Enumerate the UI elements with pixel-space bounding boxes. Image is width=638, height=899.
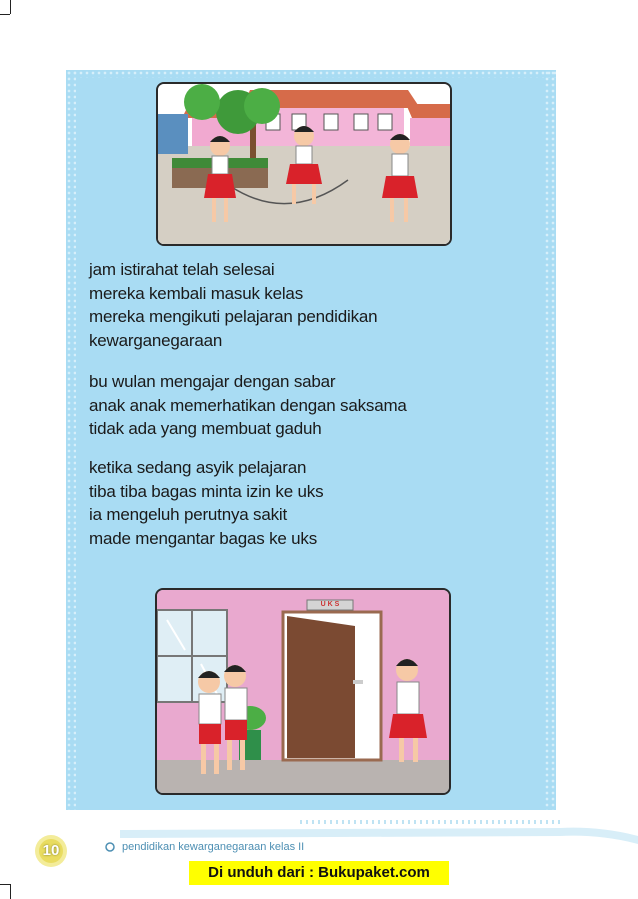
- tree-crown: [184, 84, 220, 120]
- uks-sign-text: U K S: [320, 601, 340, 608]
- tree-crown: [244, 88, 280, 124]
- child-shorts: [199, 724, 221, 744]
- story-line: bu wulan mengajar dengan sabar: [89, 372, 336, 391]
- child-leg: [312, 184, 316, 204]
- child-leg: [224, 198, 228, 222]
- crop-mark-tl-h: [0, 14, 10, 15]
- child-leg: [201, 744, 206, 774]
- child-leg: [214, 744, 219, 774]
- page-number: 10: [42, 842, 60, 859]
- child-shorts: [225, 720, 247, 740]
- child-leg: [227, 740, 232, 770]
- child-skirt: [389, 714, 427, 738]
- child-leg: [292, 184, 296, 204]
- story-line: made mengantar bagas ke uks: [89, 528, 318, 548]
- child-leg: [413, 738, 418, 762]
- story-paragraph-2: [89, 370, 407, 441]
- child-leg: [399, 738, 404, 762]
- school-window: [378, 114, 392, 130]
- illustration-jump-rope: [156, 82, 452, 246]
- story-paragraph-1: [89, 258, 377, 352]
- child-skirt: [204, 174, 236, 198]
- panel-dot-border-top: [66, 70, 556, 78]
- child-skirt: [286, 164, 322, 184]
- story-line: anak anak memerhatikan dengan saksama: [89, 395, 407, 415]
- child-shirt: [199, 694, 221, 724]
- footer-bullet-icon: [105, 842, 115, 852]
- child-skirt: [382, 176, 418, 198]
- story-line: ia mengeluh perutnya sakit: [89, 505, 287, 524]
- crop-mark-bl-v: [10, 884, 11, 899]
- uks-scene: [157, 590, 449, 793]
- door-handle: [353, 680, 363, 684]
- story-paragraph-3: [89, 456, 323, 550]
- door-panel: [287, 616, 355, 758]
- story-line: mereka kembali masuk kelas: [89, 283, 303, 303]
- child-leg: [390, 198, 394, 222]
- crop-mark-tl-v: [10, 0, 11, 14]
- child-leg: [212, 198, 216, 222]
- crop-mark-bl-h: [0, 884, 10, 885]
- child-shirt: [392, 154, 408, 176]
- download-source-banner: Di unduh dari : Bukupaket.com: [189, 861, 449, 885]
- school-wall-right: [410, 118, 450, 150]
- story-line: tiba tiba bagas minta izin ke uks: [89, 481, 324, 501]
- child-leg: [404, 198, 408, 222]
- illustration-uks-room: [155, 588, 451, 795]
- child-shirt: [296, 146, 312, 164]
- fence-left: [158, 114, 188, 154]
- school-window: [324, 114, 338, 130]
- panel-dot-border-left: [66, 70, 76, 810]
- story-line: kewarganegaraan: [89, 330, 223, 350]
- room-floor: [157, 760, 449, 793]
- story-line: jam istirahat telah selesai: [89, 260, 275, 279]
- panel-dot-border-right: [544, 70, 556, 810]
- story-line: mereka mengikuti pelajaran pendidikan: [89, 307, 378, 326]
- jump-rope-scene: [158, 84, 450, 244]
- school-roof-right: [406, 104, 450, 118]
- child-shirt: [212, 156, 228, 174]
- child-shirt: [397, 682, 419, 714]
- child-shirt: [225, 688, 247, 720]
- school-window: [354, 114, 368, 130]
- book-title: pendidikan kewarganegaraan kelas II: [122, 841, 305, 853]
- child-leg: [240, 740, 245, 770]
- story-line: tidak ada yang membuat gaduh: [89, 419, 322, 438]
- story-line: ketika sedang asyik pelajaran: [89, 458, 307, 477]
